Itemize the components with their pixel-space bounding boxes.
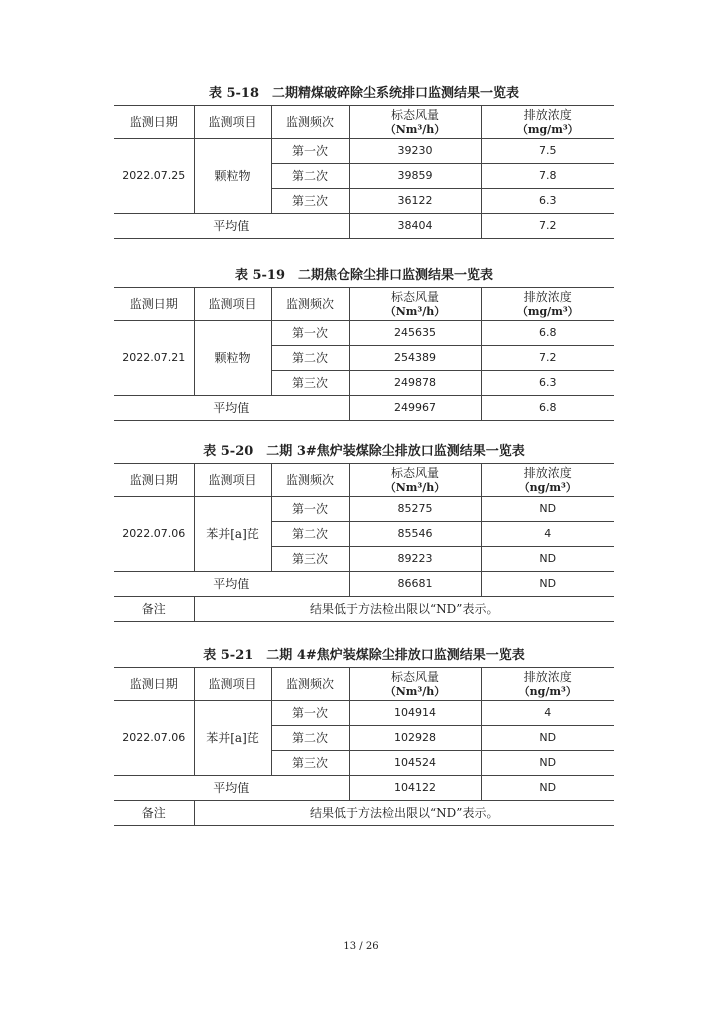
flow-cell: 39859 bbox=[349, 164, 481, 189]
header-flow bbox=[349, 106, 481, 139]
average-conc: ND bbox=[481, 572, 614, 597]
header-conc-unit: （mg/m³） bbox=[516, 122, 579, 136]
header-flow bbox=[349, 668, 481, 701]
header-conc-label: 排放浓度 bbox=[523, 465, 572, 480]
flow-cell: 104524 bbox=[349, 751, 481, 776]
average-label: 平均值 bbox=[114, 214, 349, 239]
monitoring-table bbox=[114, 105, 614, 239]
conc-cell: 7.2 bbox=[481, 346, 614, 371]
note-row bbox=[114, 597, 614, 622]
flow-cell: 249878 bbox=[349, 371, 481, 396]
header-row bbox=[114, 288, 614, 321]
header-item: 监测项目 bbox=[194, 464, 271, 497]
average-flow: 104122 bbox=[349, 776, 481, 801]
freq-cell: 第一次 bbox=[271, 701, 349, 726]
header-conc-label: 排放浓度 bbox=[523, 107, 572, 122]
header-flow bbox=[349, 288, 481, 321]
header-concentration bbox=[481, 106, 614, 139]
flow-cell: 85275 bbox=[349, 497, 481, 522]
header-date: 监测日期 bbox=[114, 668, 194, 701]
monitoring-table bbox=[114, 667, 614, 826]
average-flow: 86681 bbox=[349, 572, 481, 597]
average-row bbox=[114, 776, 614, 801]
conc-cell: 4 bbox=[481, 522, 614, 547]
table-block-5-18 bbox=[114, 83, 614, 239]
freq-cell: 第一次 bbox=[271, 139, 349, 164]
conc-cell: 4 bbox=[481, 701, 614, 726]
header-flow-label: 标态风量 bbox=[390, 669, 439, 684]
table-caption: 表 5-18 二期精煤破碎除尘系统排口监测结果一览表 bbox=[208, 86, 520, 101]
header-concentration bbox=[481, 464, 614, 497]
freq-cell: 第二次 bbox=[271, 346, 349, 371]
note-label: 备注 bbox=[114, 597, 194, 622]
table-block-5-21 bbox=[114, 645, 614, 826]
average-conc: 6.8 bbox=[481, 396, 614, 421]
page-number: 13 / 26 bbox=[343, 941, 379, 952]
header-conc-unit: （mg/m³） bbox=[516, 304, 579, 318]
header-item: 监测项目 bbox=[194, 288, 271, 321]
average-label: 平均值 bbox=[114, 776, 349, 801]
header-item: 监测项目 bbox=[194, 106, 271, 139]
average-label: 平均值 bbox=[114, 396, 349, 421]
header-flow-unit: （Nm³/h） bbox=[384, 122, 446, 136]
table-row bbox=[114, 497, 614, 522]
header-frequency: 监测频次 bbox=[271, 668, 349, 701]
note-text: 结果低于方法检出限以“ND”表示。 bbox=[194, 801, 614, 826]
average-conc: 7.2 bbox=[481, 214, 614, 239]
date-cell: 2022.07.21 bbox=[114, 321, 194, 396]
conc-cell: 6.3 bbox=[481, 371, 614, 396]
header-row bbox=[114, 668, 614, 701]
header-item: 监测项目 bbox=[194, 668, 271, 701]
header-flow-label: 标态风量 bbox=[390, 107, 439, 122]
freq-cell: 第一次 bbox=[271, 497, 349, 522]
header-concentration bbox=[481, 668, 614, 701]
flow-cell: 102928 bbox=[349, 726, 481, 751]
conc-cell: 7.5 bbox=[481, 139, 614, 164]
freq-cell: 第一次 bbox=[271, 321, 349, 346]
header-flow-label: 标态风量 bbox=[390, 465, 439, 480]
date-cell: 2022.07.25 bbox=[114, 139, 194, 214]
header-frequency: 监测频次 bbox=[271, 464, 349, 497]
header-flow-unit: （Nm³/h） bbox=[384, 304, 446, 318]
header-flow-unit: （Nm³/h） bbox=[384, 684, 446, 698]
conc-cell: 7.8 bbox=[481, 164, 614, 189]
header-frequency: 监测频次 bbox=[271, 106, 349, 139]
table-row bbox=[114, 701, 614, 726]
header-conc-label: 排放浓度 bbox=[523, 669, 572, 684]
average-row bbox=[114, 214, 614, 239]
note-row bbox=[114, 801, 614, 826]
average-conc: ND bbox=[481, 776, 614, 801]
header-row bbox=[114, 106, 614, 139]
header-row bbox=[114, 464, 614, 497]
conc-cell: 6.3 bbox=[481, 189, 614, 214]
flow-cell: 89223 bbox=[349, 547, 481, 572]
average-row bbox=[114, 396, 614, 421]
average-flow: 38404 bbox=[349, 214, 481, 239]
conc-cell: ND bbox=[481, 547, 614, 572]
flow-cell: 85546 bbox=[349, 522, 481, 547]
item-cell: 苯并[a]芘 bbox=[194, 701, 271, 776]
table-caption: 表 5-19 二期焦仓除尘排口监测结果一览表 bbox=[234, 268, 494, 283]
item-cell: 颗粒物 bbox=[194, 139, 271, 214]
table-caption: 表 5-21 二期 4#焦炉装煤除尘排放口监测结果一览表 bbox=[203, 648, 525, 663]
flow-cell: 39230 bbox=[349, 139, 481, 164]
header-frequency: 监测频次 bbox=[271, 288, 349, 321]
header-flow-unit: （Nm³/h） bbox=[384, 480, 446, 494]
header-conc-unit: （ng/m³） bbox=[518, 684, 577, 698]
header-flow bbox=[349, 464, 481, 497]
conc-cell: ND bbox=[481, 726, 614, 751]
conc-cell: ND bbox=[481, 497, 614, 522]
freq-cell: 第三次 bbox=[271, 751, 349, 776]
average-row bbox=[114, 572, 614, 597]
header-flow-label: 标态风量 bbox=[390, 289, 439, 304]
header-date: 监测日期 bbox=[114, 288, 194, 321]
conc-cell: 6.8 bbox=[481, 321, 614, 346]
freq-cell: 第二次 bbox=[271, 726, 349, 751]
conc-cell: ND bbox=[481, 751, 614, 776]
freq-cell: 第二次 bbox=[271, 164, 349, 189]
table-block-5-19 bbox=[114, 265, 614, 421]
freq-cell: 第三次 bbox=[271, 547, 349, 572]
monitoring-table bbox=[114, 287, 614, 421]
date-cell: 2022.07.06 bbox=[114, 701, 194, 776]
average-flow: 249967 bbox=[349, 396, 481, 421]
item-cell: 颗粒物 bbox=[194, 321, 271, 396]
flow-cell: 104914 bbox=[349, 701, 481, 726]
header-conc-label: 排放浓度 bbox=[523, 289, 572, 304]
average-label: 平均值 bbox=[114, 572, 349, 597]
table-row bbox=[114, 321, 614, 346]
flow-cell: 245635 bbox=[349, 321, 481, 346]
monitoring-table bbox=[114, 463, 614, 622]
header-date: 监测日期 bbox=[114, 106, 194, 139]
date-cell: 2022.07.06 bbox=[114, 497, 194, 572]
freq-cell: 第二次 bbox=[271, 522, 349, 547]
note-text: 结果低于方法检出限以“ND”表示。 bbox=[194, 597, 614, 622]
table-row bbox=[114, 139, 614, 164]
note-label: 备注 bbox=[114, 801, 194, 826]
freq-cell: 第三次 bbox=[271, 371, 349, 396]
header-date: 监测日期 bbox=[114, 464, 194, 497]
table-caption: 表 5-20 二期 3#焦炉装煤除尘排放口监测结果一览表 bbox=[203, 444, 525, 459]
table-block-5-20 bbox=[114, 441, 614, 622]
flow-cell: 36122 bbox=[349, 189, 481, 214]
flow-cell: 254389 bbox=[349, 346, 481, 371]
header-conc-unit: （ng/m³） bbox=[518, 480, 577, 494]
header-concentration bbox=[481, 288, 614, 321]
freq-cell: 第三次 bbox=[271, 189, 349, 214]
item-cell: 苯并[a]芘 bbox=[194, 497, 271, 572]
